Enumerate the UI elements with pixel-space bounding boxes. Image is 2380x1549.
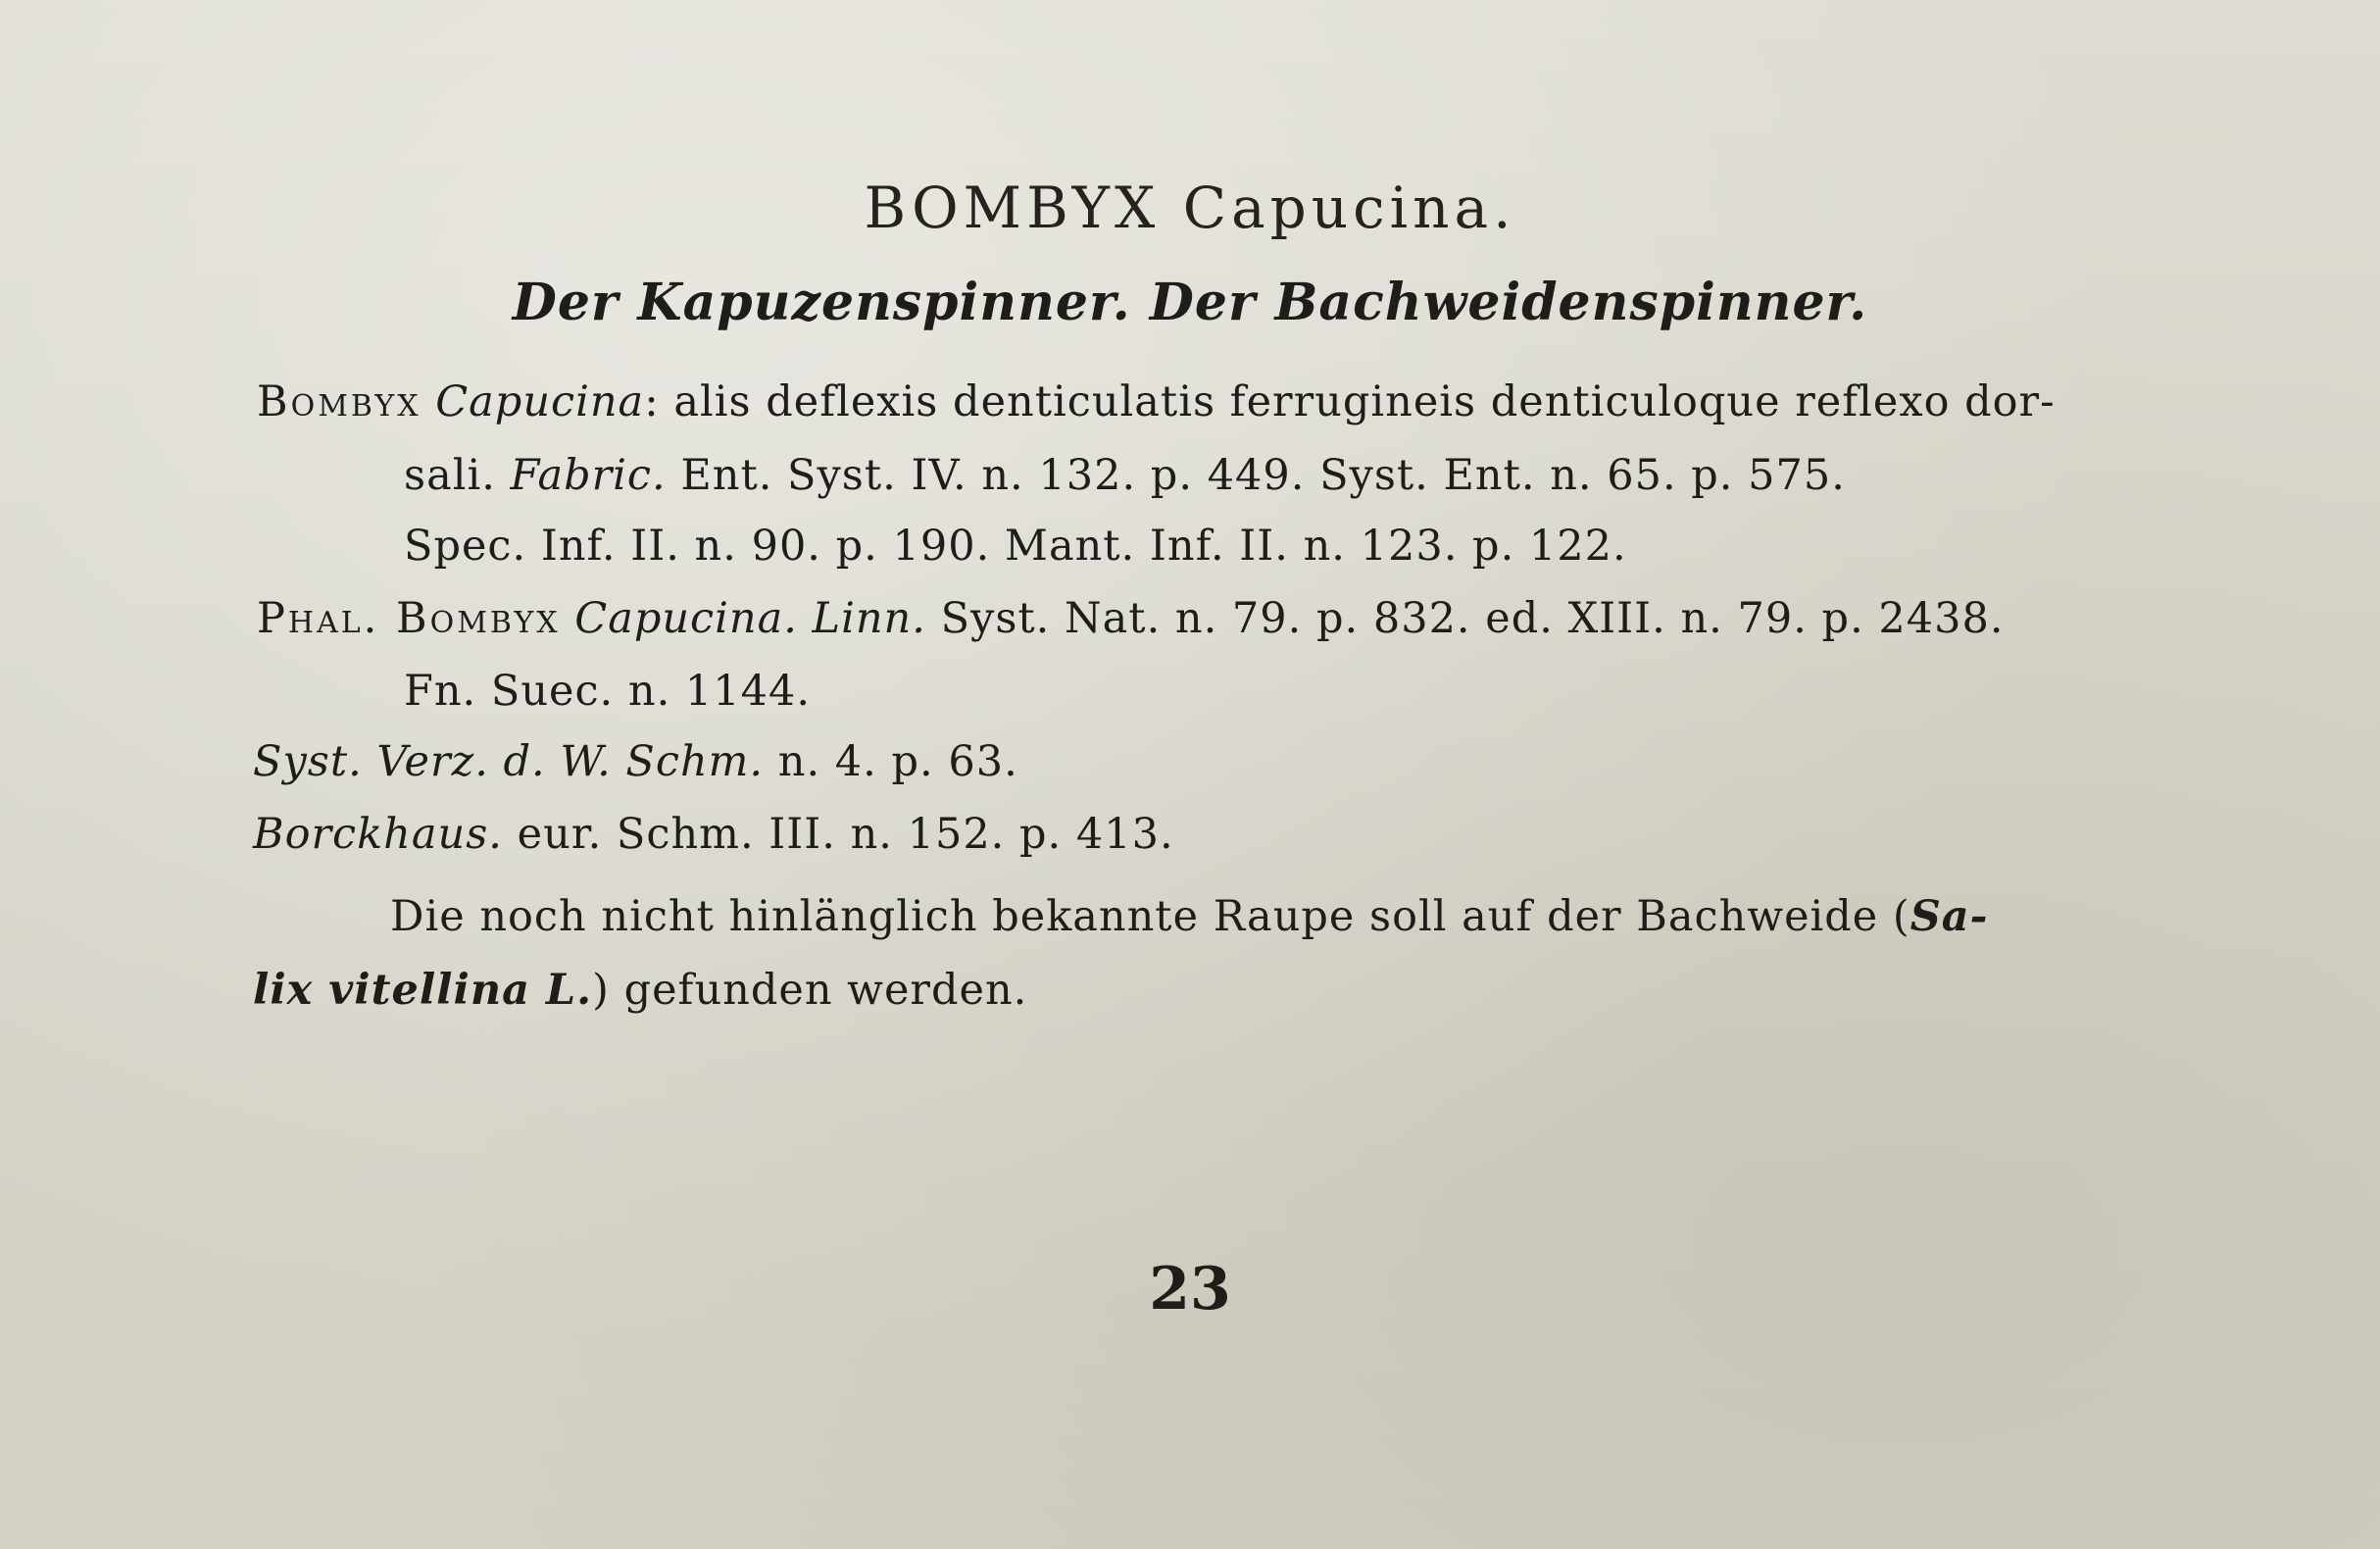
description-line-1 <box>273 892 1988 941</box>
species-name: Capucina <box>435 377 645 426</box>
plant-name-end: lix vitellina L. <box>253 966 593 1015</box>
synonymy-line-2 <box>404 451 1846 500</box>
reference-text: Fn. Suec. n. 1144. <box>404 667 812 716</box>
species-title: BOMBYX Capucina. <box>864 175 1516 241</box>
diagnosis-text: : alis deflexis denticulatis ferrugineis denticuloque reflexo dor- <box>644 377 2056 426</box>
page-number: 23 <box>1149 1255 1231 1324</box>
author-borckhausen: Borckhaus. <box>253 810 503 859</box>
common-names: Der Kapuzenspinner. Der Bachweidenspinner. <box>512 273 1868 332</box>
synonymy-line-7 <box>253 810 1174 859</box>
description-text: Die noch nicht hinlänglich bekannte Raupe soll auf der Bachweide ( <box>390 892 1910 941</box>
synonymy-line-1 <box>257 377 2056 426</box>
synonymy-line-3 <box>404 522 1627 571</box>
species-author-linnaeus: Capucina. Linn. <box>574 594 926 643</box>
reference-text: eur. Schm. III. n. 152. p. 413. <box>502 810 1174 859</box>
work-title: Syst. Verz. d. W. Schm. <box>253 737 765 786</box>
synonymy-line-6 <box>253 737 1018 786</box>
diagnosis-end: sali. <box>404 451 511 500</box>
synonymy-line-5 <box>404 667 811 716</box>
description-text: ) gefunden werden. <box>592 966 1028 1015</box>
genus-name: Phal. Bombyx <box>257 594 561 643</box>
reference-text: Spec. Inf. II. n. 90. p. 190. Mant. Inf. II. n. 123. p. 122. <box>404 522 1627 571</box>
reference-text: n. 4. p. 63. <box>764 737 1018 786</box>
synonymy-line-4 <box>257 594 2005 643</box>
plant-name-start: Sa- <box>1909 892 1989 941</box>
reference-text: Ent. Syst. IV. n. 132. p. 449. Syst. Ent. n. 65. p. 575. <box>666 451 1846 500</box>
author-fabricius: Fabric. <box>510 451 667 500</box>
description-line-2 <box>253 966 1027 1015</box>
genus-name: Bombyx <box>257 377 421 426</box>
reference-text: Syst. Nat. n. 79. p. 832. ed. XIII. n. 79. p. 2438. <box>925 594 2005 643</box>
